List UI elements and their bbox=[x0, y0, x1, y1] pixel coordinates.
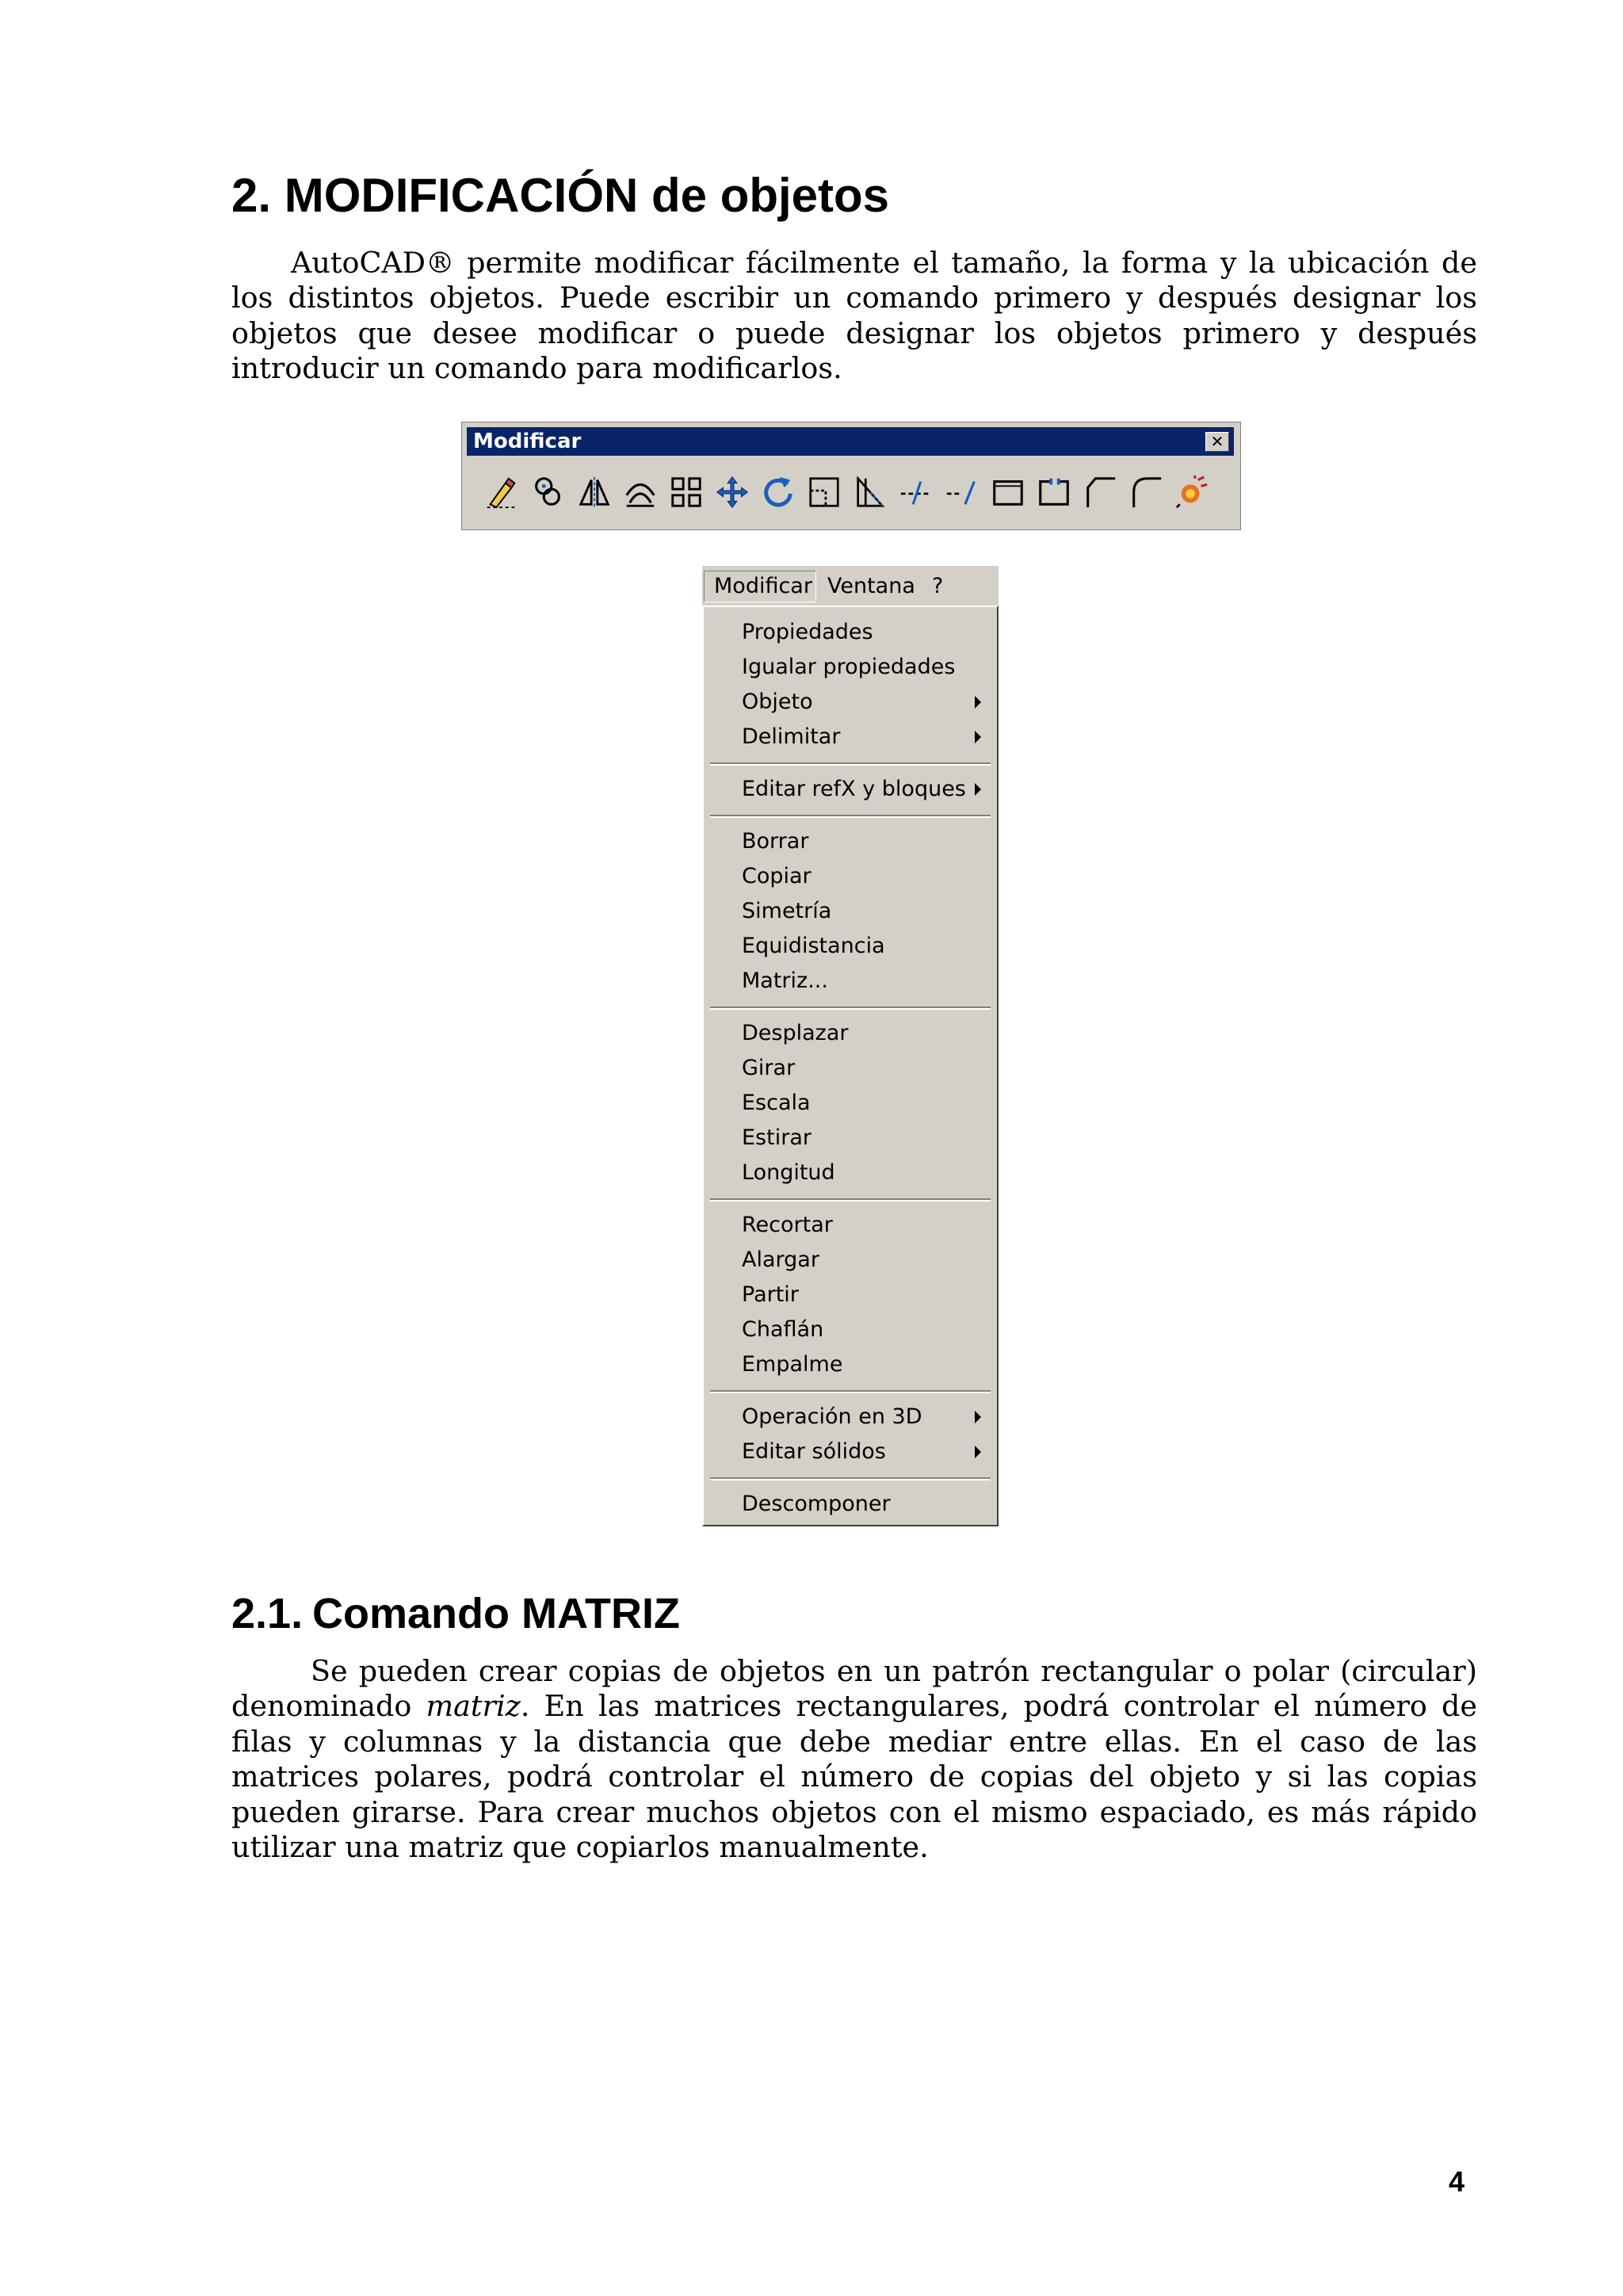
subsection-title: Comando MATRIZ bbox=[312, 1590, 680, 1637]
menu-item[interactable] bbox=[742, 1347, 987, 1382]
extend-icon[interactable] bbox=[939, 468, 985, 516]
menubar-item-help[interactable]: ? bbox=[932, 574, 944, 598]
copy-icon[interactable] bbox=[525, 468, 571, 516]
close-icon[interactable]: ✕ bbox=[1205, 432, 1229, 452]
emphasis-matriz: matriz bbox=[426, 1689, 521, 1724]
rotate-icon[interactable] bbox=[755, 468, 801, 516]
menu-item[interactable] bbox=[742, 1278, 987, 1312]
menu-item[interactable] bbox=[742, 1487, 987, 1522]
menu-separator bbox=[710, 762, 991, 766]
menu-item[interactable] bbox=[742, 1121, 987, 1156]
submenu-arrow-icon bbox=[975, 783, 981, 796]
menu-item-label: Propiedades bbox=[742, 620, 873, 644]
fillet-icon[interactable] bbox=[1123, 468, 1169, 516]
menu-item-label: Estirar bbox=[742, 1125, 812, 1150]
menu-item[interactable] bbox=[742, 1156, 987, 1190]
paragraph-line: los distintos objetos. Puede escribir un comando primero y después designar los bbox=[231, 281, 1477, 315]
menu-item-label: Escala bbox=[742, 1091, 811, 1115]
array-icon[interactable] bbox=[663, 468, 709, 516]
submenu-arrow-icon bbox=[975, 731, 981, 743]
menu-item-label: Operación en 3D bbox=[742, 1404, 922, 1429]
paragraph-line: objetos que desee modificar o puede designar los objetos primero y después bbox=[231, 315, 1477, 350]
menu-dropdown bbox=[702, 606, 999, 1526]
menu-item[interactable] bbox=[742, 859, 987, 894]
menu-separator bbox=[710, 1198, 991, 1201]
stretch-icon[interactable] bbox=[847, 468, 893, 516]
menu-item[interactable] bbox=[742, 720, 987, 755]
menu-item-label: Objeto bbox=[742, 690, 813, 714]
menu-item-label: Descomponer bbox=[742, 1492, 891, 1516]
paragraph-line: denominado matriz. En las matrices rectangulares, podrá controlar el número de bbox=[231, 1689, 1477, 1724]
section-heading: 2. MODIFICACIÓN de objetos bbox=[231, 169, 890, 222]
menu-separator bbox=[710, 1477, 991, 1480]
subsection-heading bbox=[231, 1589, 680, 1638]
menu-item[interactable] bbox=[742, 1400, 987, 1435]
menu-item[interactable] bbox=[742, 894, 987, 929]
move-icon[interactable] bbox=[709, 468, 755, 516]
menu-item-label: Borrar bbox=[742, 829, 809, 854]
paragraph-line: Se pueden crear copias de objetos en un patrón rectangular o polar (circular) bbox=[311, 1654, 1477, 1688]
menu-item[interactable] bbox=[742, 929, 987, 964]
paragraph-line: filas y columnas y la distancia que debe mediar entre ellas. En el caso de las bbox=[231, 1724, 1477, 1759]
subsection-number: 2.1. bbox=[231, 1590, 304, 1637]
menu-item[interactable] bbox=[742, 1051, 987, 1086]
menu-item-label: Longitud bbox=[742, 1160, 835, 1185]
menu-item-label: Matriz... bbox=[742, 968, 828, 993]
menu-item[interactable] bbox=[742, 1086, 987, 1121]
erase-icon[interactable] bbox=[479, 468, 525, 516]
menu-item-label: Alargar bbox=[742, 1247, 819, 1272]
menu-item[interactable] bbox=[742, 615, 987, 650]
menubar bbox=[702, 564, 999, 606]
menu-item-label: Equidistancia bbox=[742, 934, 885, 958]
menu-item[interactable] bbox=[742, 650, 987, 685]
submenu-arrow-icon bbox=[975, 696, 981, 709]
break-icon[interactable] bbox=[1031, 468, 1077, 516]
menu-item-label: Partir bbox=[742, 1282, 799, 1307]
menu-item[interactable] bbox=[742, 964, 987, 999]
modify-toolbar bbox=[461, 422, 1241, 530]
menu-item[interactable] bbox=[742, 1312, 987, 1347]
matriz-paragraph bbox=[231, 1654, 1477, 1865]
submenu-arrow-icon bbox=[975, 1446, 981, 1458]
menu-item[interactable] bbox=[742, 1243, 987, 1278]
menu-item-label: Girar bbox=[742, 1056, 796, 1080]
menu-item-label: Simetría bbox=[742, 899, 832, 923]
mirror-icon[interactable] bbox=[571, 468, 617, 516]
break-at-point-icon[interactable] bbox=[985, 468, 1031, 516]
menu-separator bbox=[710, 1390, 991, 1393]
menu-item-label: Igualar propiedades bbox=[742, 655, 956, 679]
explode-icon[interactable] bbox=[1169, 468, 1215, 516]
menu-item-label: Chaflán bbox=[742, 1317, 824, 1342]
toolbar-title: Modificar bbox=[473, 430, 582, 453]
menubar-item-modificar[interactable]: Modificar bbox=[704, 571, 816, 602]
submenu-arrow-icon bbox=[975, 1411, 981, 1423]
menu-item-label: Empalme bbox=[742, 1352, 843, 1377]
modify-menu bbox=[702, 564, 999, 1526]
paragraph-line: introducir un comando para modificarlos. bbox=[231, 351, 842, 386]
menu-item-label: Recortar bbox=[742, 1213, 833, 1237]
menu-item-label: Editar sólidos bbox=[742, 1439, 886, 1464]
menu-item[interactable] bbox=[742, 1016, 987, 1051]
page-number: 4 bbox=[1449, 2165, 1465, 2198]
toolbar-titlebar bbox=[467, 427, 1234, 456]
paragraph-line: AutoCAD® permite modificar fácilmente el tamaño, la forma y la ubicación de bbox=[291, 246, 1477, 280]
menu-item[interactable] bbox=[742, 772, 987, 807]
menu-item[interactable] bbox=[742, 824, 987, 859]
chamfer-icon[interactable] bbox=[1077, 468, 1123, 516]
menubar-item-ventana[interactable]: Ventana bbox=[827, 574, 915, 598]
offset-icon[interactable] bbox=[617, 468, 663, 516]
intro-paragraph bbox=[231, 246, 1477, 387]
trim-icon[interactable] bbox=[893, 468, 939, 516]
menu-separator bbox=[710, 815, 991, 818]
menu-item-label: Copiar bbox=[742, 864, 812, 888]
paragraph-line: utilizar una matriz que copiarlos manualmente. bbox=[231, 1829, 929, 1864]
menu-item[interactable] bbox=[742, 1435, 987, 1469]
scale-icon[interactable] bbox=[801, 468, 847, 516]
paragraph-line: pueden girarse. Para crear muchos objetos con el mismo espaciado, es más rápido bbox=[231, 1794, 1477, 1829]
menu-item-label: Delimitar bbox=[742, 724, 841, 749]
paragraph-line: matrices polares, podrá controlar el número de copias del objeto y si las copias bbox=[231, 1759, 1477, 1794]
menu-item[interactable] bbox=[742, 685, 987, 720]
menu-separator bbox=[710, 1007, 991, 1010]
menu-item-label: Desplazar bbox=[742, 1021, 849, 1045]
menu-item[interactable] bbox=[742, 1208, 987, 1243]
toolbar-icon-row bbox=[479, 468, 1215, 516]
menu-item-label: Editar refX y bloques bbox=[742, 777, 966, 801]
